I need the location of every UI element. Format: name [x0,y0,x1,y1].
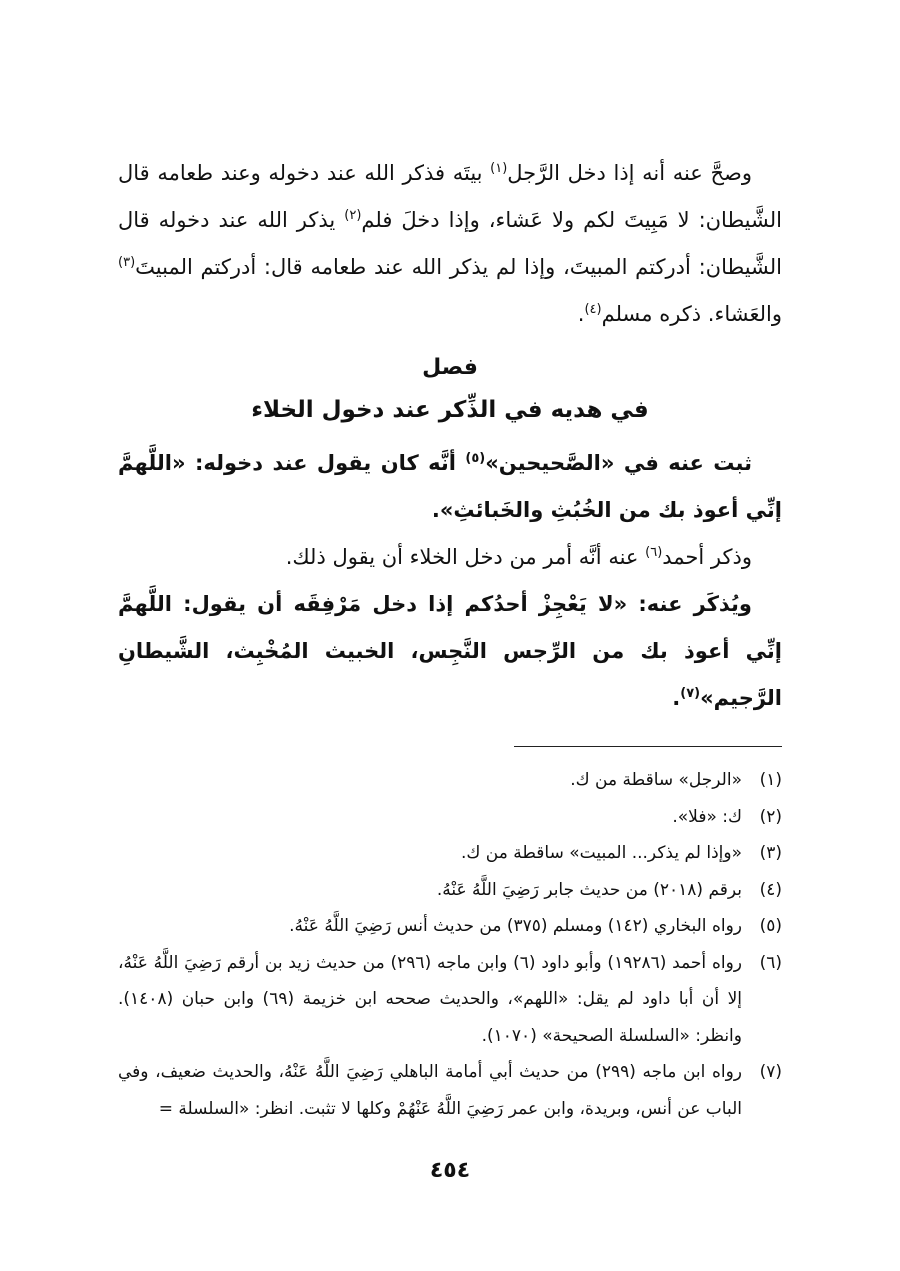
footnote-ref-6[interactable]: (٦) [645,545,663,560]
footnotes [118,762,782,1127]
footnote-number: (٧) [759,1062,782,1082]
footnote-text: برقم (٢٠١٨) من حديث جابر رَضِيَ اللَّهُ عَنْهُ. [436,879,742,900]
footnote-number: (٤) [759,879,782,900]
footnote-ref-4[interactable]: (٤) [584,302,602,317]
sahihayn-text-1: ثبت عنه في «الصَّحيحين» [485,451,752,475]
footnote-text: ك: «فلا». [672,806,742,827]
footnote-ref-2[interactable]: (٢) [344,208,362,223]
footnote-ref-7[interactable]: (٧) [680,686,701,701]
ahmad-text-2: عنه أنَّه أمر من دخل الخلاء أن يقول ذلك. [285,545,646,569]
footnote-4 [118,872,782,909]
footnote-6 [118,945,782,1055]
footnote-text: «وإذا لم يذكر... المبيت» ساقطة من ك. [460,843,742,863]
footnote-text: رواه البخاري (١٤٢) ومسلم (٣٧٥) من حديث أنس رَضِيَ اللَّهُ عَنْهُ. [289,916,742,936]
yudhkar-text-2: . [672,686,681,710]
footnote-number: (١) [759,770,782,790]
intro-text-2: بيتَه فذكر الله عند دخوله وعند طعامه قال الشَّيطان: لا مَبِيتَ لكم ولا عَشاء، وإذا دخلَ فلم [118,161,782,232]
yudhkar-paragraph [118,581,782,722]
ahmad-text-1: وذكر أحمد [662,545,752,569]
intro-text-4: والعَشاء. ذكره مسلم [601,302,782,326]
footnote-number: (٥) [759,916,782,936]
intro-text-5: . [577,302,585,326]
intro-text-3: يذكر الله عند دخوله قال الشَّيطان: أدركتم المبيتَ، وإذا لم يذكر الله عند طعامه قال: أدركتم المبيتَ [118,208,782,279]
footnote-3 [118,835,782,872]
intro-paragraph [118,150,782,338]
footnote-ref-5[interactable]: (٥) [465,451,486,466]
footnote-number: (٢) [759,806,782,827]
footnote-divider [514,746,782,747]
footnote-text: «الرجل» ساقطة من ك. [570,770,742,790]
footnote-ref-1[interactable]: (١) [490,161,508,176]
footnote-number: (٣) [759,843,782,863]
intro-text-1: وصحَّ عنه أنه إذا دخل الرَّجل [507,161,752,185]
sahihayn-text-2: أنَّه كان يقول عند دخوله: «اللَّهمَّ إنِّي أعوذ بك من الخُبُثِ والخَبائثِ». [118,451,782,522]
ahmad-paragraph [118,534,782,581]
page-number: ٤٥٤ [429,1158,471,1183]
footnote-text: رواه ابن ماجه (٢٩٩) من حديث أبي أمامة الباهلي رَضِيَ اللَّهُ عَنْهُ، والحديث ضعيف، وفي الباب عن أنس، وبريدة، وابن عمر رَضِيَ اللَّهُ عَنْهُمْ وكلها لا تثبت. انظر: «السلسلة = [118,1062,742,1119]
footnote-1 [118,762,782,799]
footnote-number: (٦) [759,952,782,973]
page-body [118,150,782,722]
footnote-ref-3[interactable]: (٣) [118,255,136,270]
yudhkar-text-1: ويُذكَر عنه: «لا يَعْجِزْ أحدُكم إذا دخل مَرْفِقَه أن يقول: اللَّهمَّ إنِّي أعوذ بك من الرِّجس النَّجِس، الخبيث المُخْبِث، الشَّيطانِ الرَّجيم» [118,592,782,710]
footnote-7 [118,1054,782,1127]
sahihayn-paragraph [118,440,782,534]
footnote-2 [118,799,782,836]
footnote-text: رواه أحمد (١٩٢٨٦) وأبو داود (٦) وابن ماجه (٢٩٦) من حديث زيد بن أرقم رَضِيَ اللَّهُ عَنْهُ، إلا أن أبا داود لم يقل: «اللهم»، والحديث صححه ابن خزيمة (٦٩) وابن حبان (١٤٠٨). وانظر: «السلسلة الصحيحة» (١٠٧٠). [118,952,742,1046]
footnote-5 [118,908,782,945]
section-label: فصل [422,355,478,380]
section-title: في هديه في الذِّكر عند دخول الخلاء [251,397,649,423]
